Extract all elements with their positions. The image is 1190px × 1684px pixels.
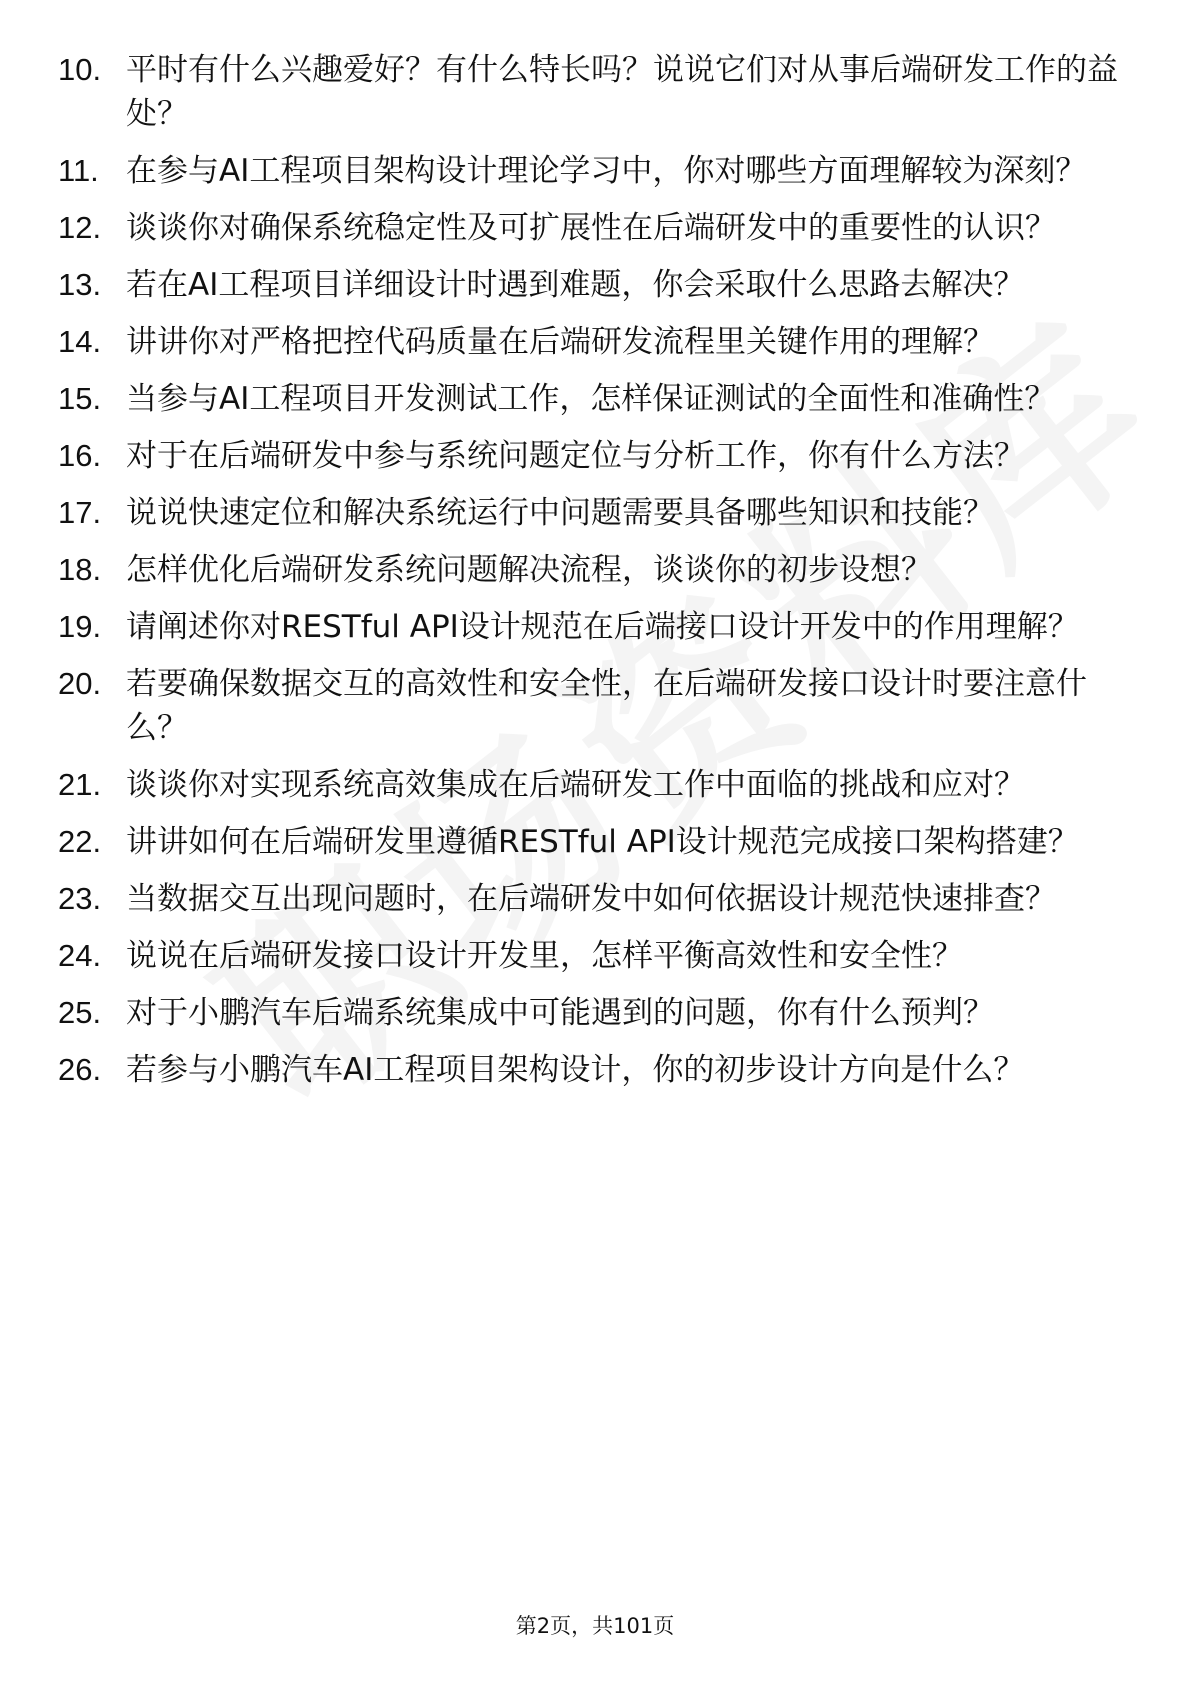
question-text: 说说在后端研发接口设计开发里，怎样平衡高效性和安全性？ [126,938,963,974]
question-text: 若在AI工程项目详细设计时遇到难题，你会采取什么思路去解决？ [126,267,1025,303]
question-list [58,48,1118,1105]
question-text: 讲讲你对严格把控代码质量在后端研发流程里关键作用的理解？ [126,324,994,360]
question-item [58,434,1118,478]
question-number: 12. [58,210,102,245]
question-item [58,377,1118,421]
question-number: 25. [58,995,102,1030]
question-number: 10. [58,52,102,87]
question-item [58,48,1118,136]
question-text: 对于小鹏汽车后端系统集成中可能遇到的问题，你有什么预判？ [126,995,994,1031]
question-text: 若要确保数据交互的高效性和安全性，在后端研发接口设计时要注意什么？ [126,666,1087,746]
question-item [58,820,1118,864]
question-item [58,320,1118,364]
question-item [58,662,1118,750]
question-text: 谈谈你对实现系统高效集成在后端研发工作中面临的挑战和应对？ [126,767,1025,803]
question-item [58,491,1118,535]
question-number: 18. [58,552,102,587]
question-number: 21. [58,767,102,802]
question-number: 11. [58,153,99,188]
question-item [58,605,1118,649]
question-item [58,991,1118,1035]
question-text: 平时有什么兴趣爱好？有什么特长吗？说说它们对从事后端研发工作的益处？ [126,52,1118,132]
question-number: 16. [58,438,102,473]
question-text: 谈谈你对确保系统稳定性及可扩展性在后端研发中的重要性的认识？ [126,210,1056,246]
question-number: 15. [58,381,102,416]
question-text: 在参与AI工程项目架构设计理论学习中，你对哪些方面理解较为深刻？ [126,153,1087,189]
question-number: 14. [58,324,102,359]
question-item [58,1048,1118,1092]
question-item [58,548,1118,592]
question-item [58,763,1118,807]
question-text: 对于在后端研发中参与系统问题定位与分析工作，你有什么方法？ [126,438,1025,474]
question-number: 22. [58,824,102,859]
question-number: 23. [58,881,102,916]
question-item [58,149,1118,193]
question-number: 20. [58,666,102,701]
question-number: 24. [58,938,102,973]
question-number: 26. [58,1052,102,1087]
question-text: 说说快速定位和解决系统运行中问题需要具备哪些知识和技能？ [126,495,994,531]
question-text: 当参与AI工程项目开发测试工作，怎样保证测试的全面性和准确性？ [126,381,1056,417]
question-text: 怎样优化后端研发系统问题解决流程，谈谈你的初步设想？ [126,552,932,588]
question-number: 13. [58,267,102,302]
question-text: 当数据交互出现问题时，在后端研发中如何依据设计规范快速排查？ [126,881,1056,917]
question-text: 若参与小鹏汽车AI工程项目架构设计，你的初步设计方向是什么？ [126,1052,1025,1088]
question-text: 讲讲如何在后端研发里遵循RESTful API设计规范完成接口架构搭建？ [126,824,1079,860]
question-number: 17. [58,495,102,530]
question-item [58,263,1118,307]
page-number-footer: 第2页，共101页 [515,1614,675,1638]
question-item [58,877,1118,921]
question-text: 请阐述你对RESTful API设计规范在后端接口设计开发中的作用理解？ [126,609,1079,645]
question-item [58,206,1118,250]
question-item [58,934,1118,978]
question-number: 19. [58,609,102,644]
